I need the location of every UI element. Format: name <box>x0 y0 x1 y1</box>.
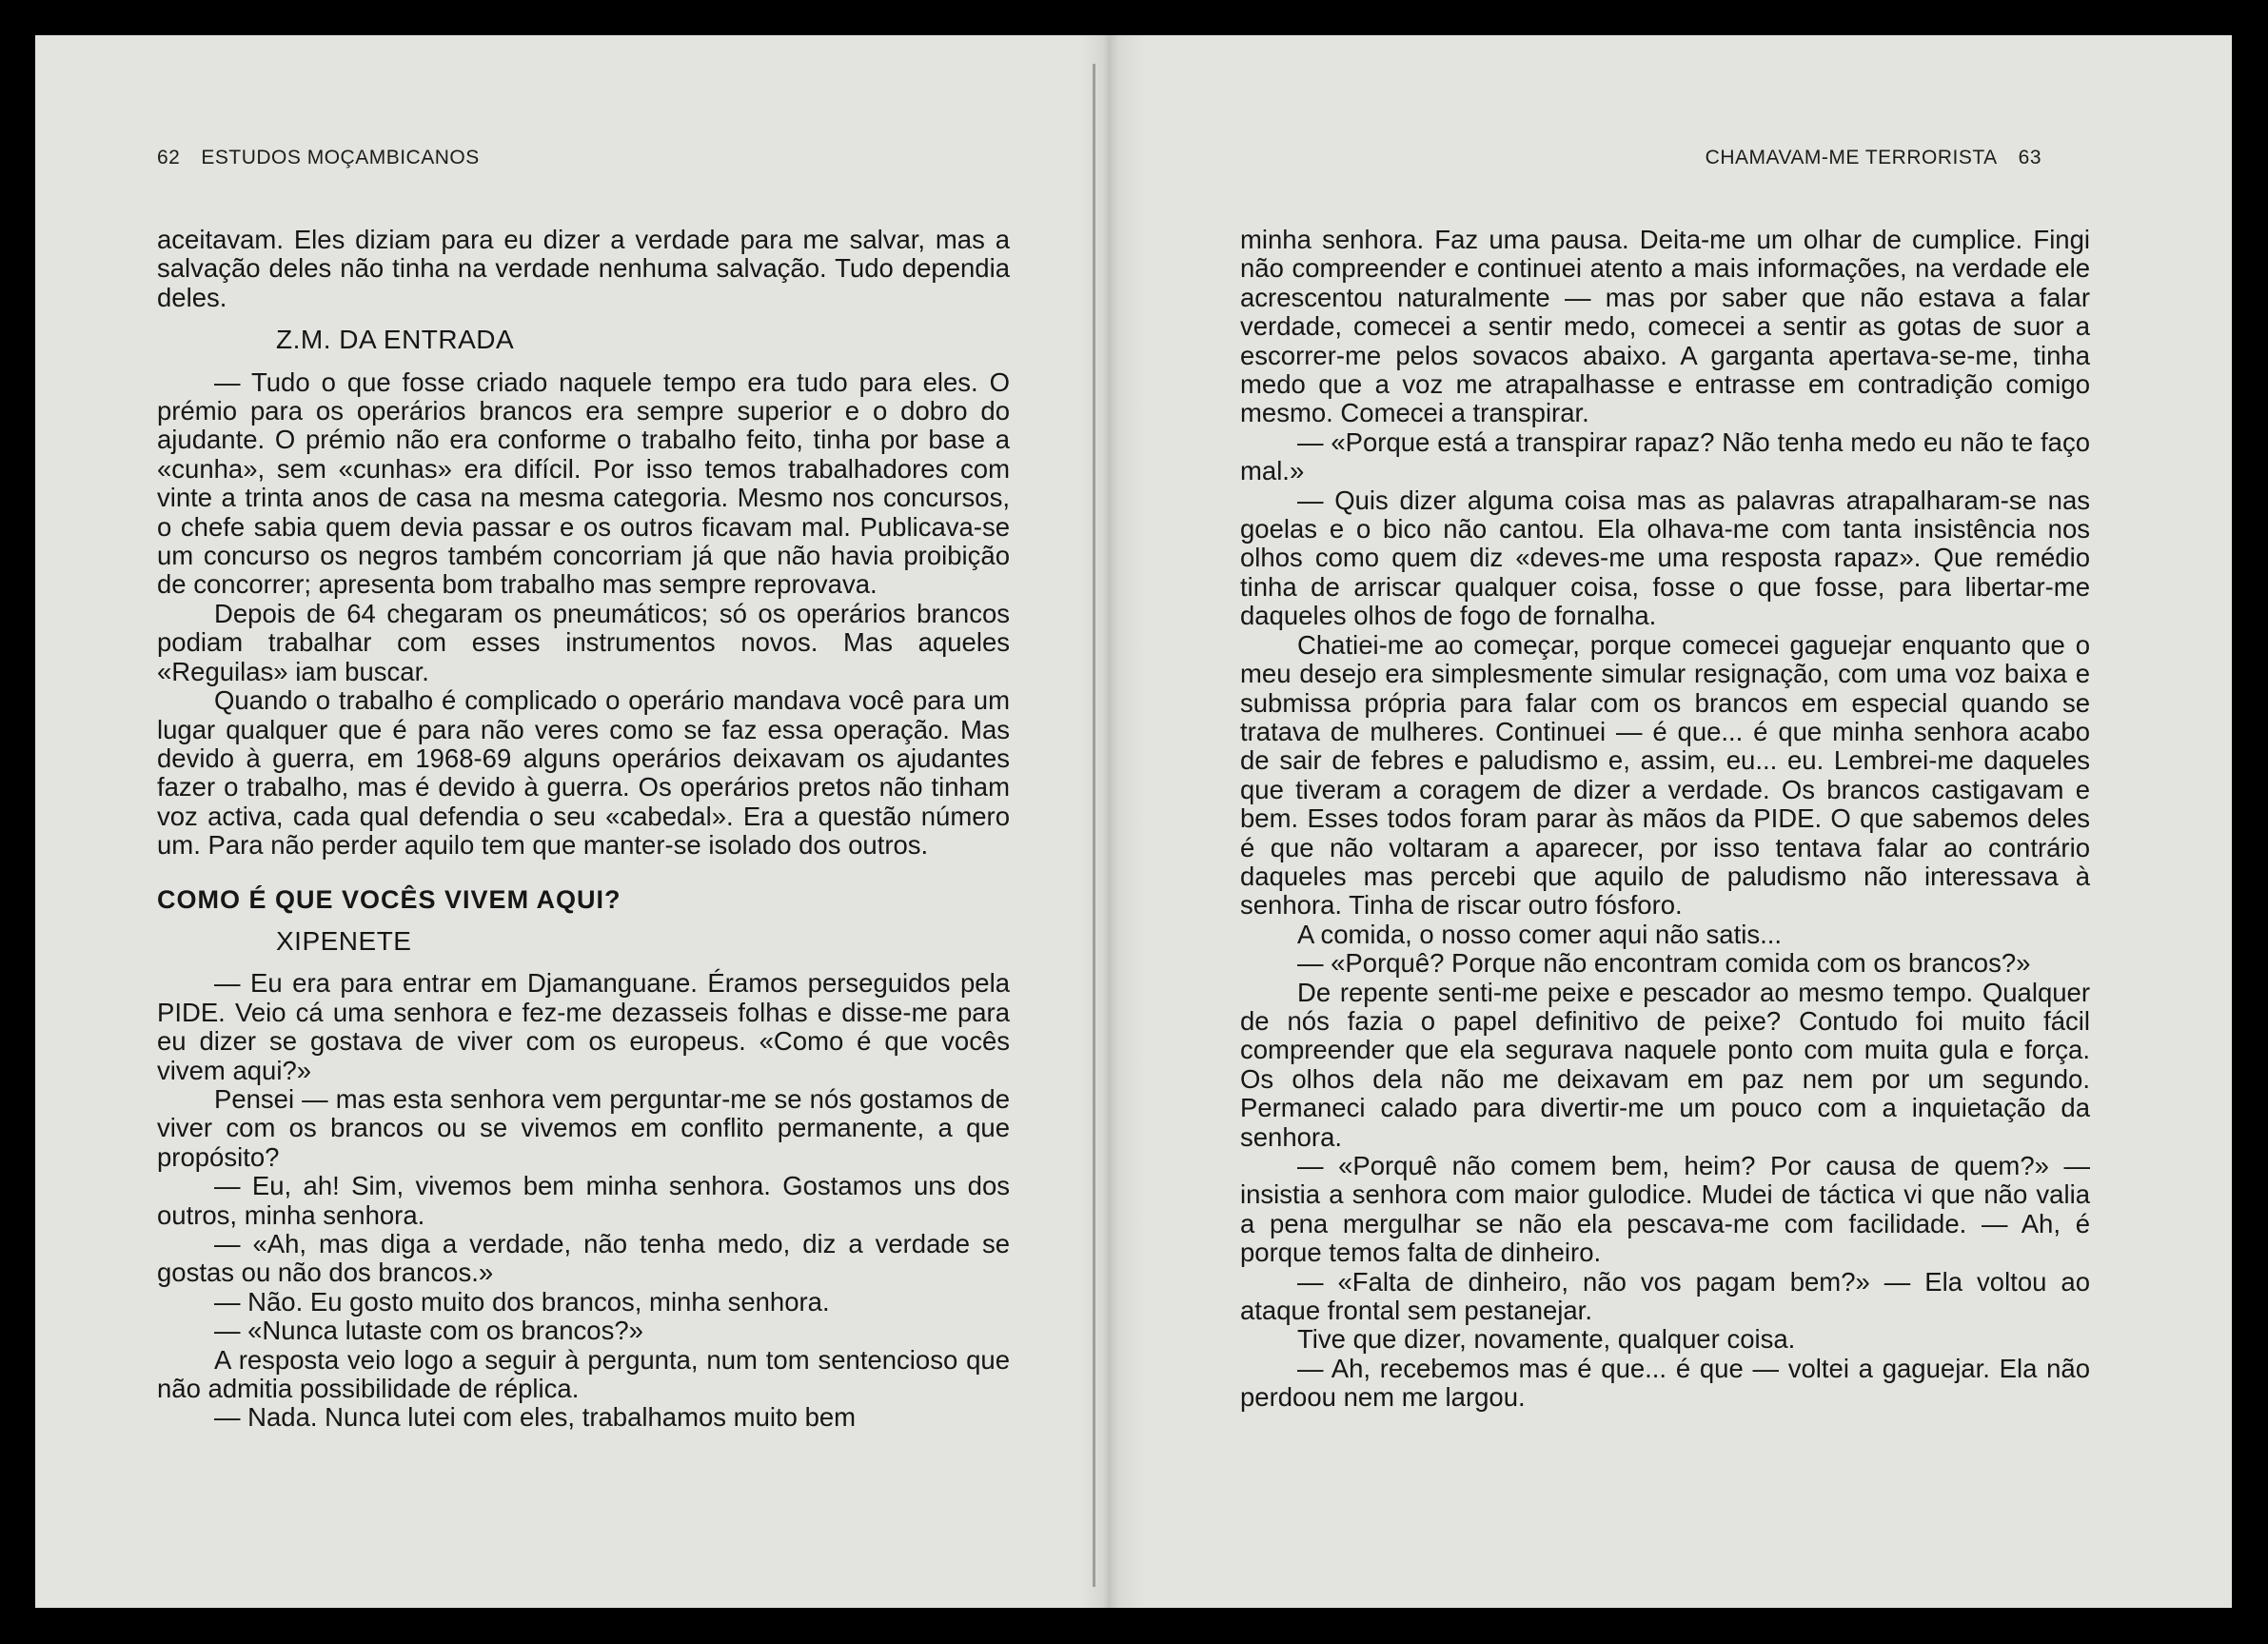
body-paragraph: Chatiei-me ao começar, porque comecei gaguejar enquanto que o meu desejo era simplesmente simular resignação, com uma voz baixa e submissa própria para falar com os brancos em especial quando se tratava de mulheres. Continuei — é que... é que minha senhora acabo de sair de febres e paludismo e, assim, eu... eu. Lembrei-me daqueles que tiveram a coragem de dizer a verdade. Os brancos castigavam e bem. Esses todos foram parar às mãos da PIDE. O que sabemos deles é que não voltaram a aparecer, por isso tentava falar ao contrário daqueles mas percebi que aquilo de paludismo não interessava à senhora. Tinha de riscar outro fósforo. <box>1240 629 2090 921</box>
body-paragraph: — Não. Eu gosto muito dos brancos, minha senhora. <box>214 1286 830 1317</box>
body-paragraph: A resposta veio logo a seguir à pergunta, num tom sentencioso que não admitia possibilidade de réplica. <box>157 1344 1010 1404</box>
body-paragraph: — Eu, ah! Sim, vivemos bem minha senhora. Gostamos uns dos outros, minha senhora. <box>157 1171 1010 1230</box>
body-paragraph: — «Ah, mas diga a verdade, não tenha medo, diz a verdade se gostas ou não dos brancos.» <box>157 1229 1010 1288</box>
section-title: COMO É QUE VOCÊS VIVEM AQUI? <box>157 884 621 914</box>
body-paragraph: — «Falta de dinheiro, não vos pagam bem?» — Ela voltou ao ataque frontal sem pestanejar. <box>1240 1266 2090 1326</box>
left-header-title: ESTUDOS MOÇAMBICANOS <box>201 147 480 168</box>
body-paragraph: De repente senti-me peixe e pescador ao mesmo tempo. Qualquer de nós fazia o papel definitivo de peixe? Contudo foi muito fácil compreender que ela segurava naquele ponto com muita gula e força. Os olhos dela não me deixavam em paz nem por um segundo. Permaneci calado para divertir-me um pouco com a inquietação da senhora. <box>1240 977 2090 1152</box>
body-paragraph: Quando o trabalho é complicado o operário mandava você para um lugar qualquer que é para não veres como se faz essa operação. Mas devido à guerra, em 1968-69 alguns operários deixavam os ajudantes fazer o trabalho, mas é devido à guerra. Os operários pretos não tinham voz activa, cada qual defendia o seu «cabedal». Era a questão número um. Para não perder aquilo tem que manter-se isolado dos outros. <box>157 685 1010 861</box>
continuation-paragraph: minha senhora. Faz uma pausa. Deita-me um olhar de cumplice. Fingi não compreender e continuei atento a mais informações, na verdade ele acrescentou naturalmente — mas por saber que não estava a falar verdade, comecei a sentir medo, comecei a sentir as gotas de suor a escorrer-me pelos sovacos abaixo. A garganta apertava-se-me, tinha medo que a voz me atrapalhasse e entrasse em contradição comigo mesmo. Comecei a transpirar. <box>1240 225 2090 428</box>
right-body-text <box>1240 226 2090 1413</box>
body-paragraph: — «Porque está a transpirar rapaz? Não tenha medo eu não te faço mal.» <box>1240 426 2090 486</box>
right-header-title: CHAMAVAM-ME TERRORISTA <box>1705 147 1998 168</box>
book-spread <box>35 35 2232 1608</box>
body-paragraph: — Tudo o que fosse criado naquele tempo era tudo para eles. O prémio para os operários brancos era sempre superior e o dobro do ajudante. O prémio não era conforme o trabalho feito, tinha por base a «cunha», sem «cunhas» era difícil. Por isso temos trabalhadores com vinte a trinta anos de casa na mesma categoria. Mesmo nos concursos, o chefe sabia quem devia passar e os outros ficavam mal. Publicava-se um concurso os negros também concorriam já que não havia proibição de concorrer; apresenta bom trabalho mas sempre reprovava. <box>157 366 1010 600</box>
speaker-heading: XIPENETE <box>276 925 412 956</box>
body-paragraph: Depois de 64 chegaram os pneumáticos; só os operários brancos podiam trabalhar com esses instrumentos novos. Mas aqueles «Reguilas» iam buscar. <box>157 598 1010 686</box>
left-running-head <box>157 147 480 169</box>
right-page-number: 63 <box>2018 147 2041 168</box>
body-paragraph: Pensei — mas esta senhora vem perguntar-me se nós gostamos de viver com os brancos ou se vivemos em conflito permanente, a que propósito? <box>157 1083 1010 1172</box>
body-paragraph: — «Porquê não comem bem, heim? Por causa de quem?» — insistia a senhora com maior gulodice. Mudei de táctica vi que não valia a pena mergulhar se não ela pescava-me com facilidade. — Ah, é porque temos falta de dinheiro. <box>1240 1151 2090 1268</box>
body-paragraph: — Ah, recebemos mas é que... é que — voltei a gaguejar. Ela não perdoou nem me largou. <box>1240 1353 2090 1413</box>
body-paragraph: — «Porquê? Porque não encontram comida com os brancos?» <box>1297 948 2031 979</box>
body-paragraph: — Quis dizer alguma coisa mas as palavras atrapalharam-se nas goelas e o bico não cantou. Ela olhava-me com tanta insistência nos olhos como quem diz «deves-me uma resposta rapaz». Que remédio tinha de arriscar qualquer coisa, fosse o que fosse, para libertar-me daqueles olhos de fogo de fornalha. <box>1240 485 2090 631</box>
body-paragraph: Tive que dizer, novamente, qualquer coisa. <box>1297 1324 1796 1355</box>
right-running-head <box>1706 147 2041 169</box>
right-page <box>1097 35 2232 1608</box>
left-page-number: 62 <box>157 147 181 168</box>
left-page <box>35 35 1093 1608</box>
book-gutter <box>1093 64 1095 1587</box>
body-paragraph: — Nada. Nunca lutei com eles, trabalhamos muito bem <box>214 1402 857 1433</box>
speaker-heading: Z.M. DA ENTRADA <box>276 325 515 355</box>
intro-paragraph: aceitavam. Eles diziam para eu dizer a verdade para me salvar, mas a salvação deles não tinha na verdade nenhuma salvação. Tudo dependia deles. <box>157 225 1010 312</box>
body-paragraph: A comida, o nosso comer aqui não satis... <box>1297 919 1783 949</box>
body-paragraph: — «Nunca lutaste com os brancos?» <box>214 1316 643 1346</box>
body-paragraph: — Eu era para entrar em Djamanguane. Éramos perseguidos pela PIDE. Veio cá uma senhora e fez-me dezasseis folhas e disse-me para eu dizer se gostava de viver com os europeus. «Como é que vocês vivem aqui?» <box>157 968 1010 1085</box>
left-body-text <box>157 226 1010 1433</box>
